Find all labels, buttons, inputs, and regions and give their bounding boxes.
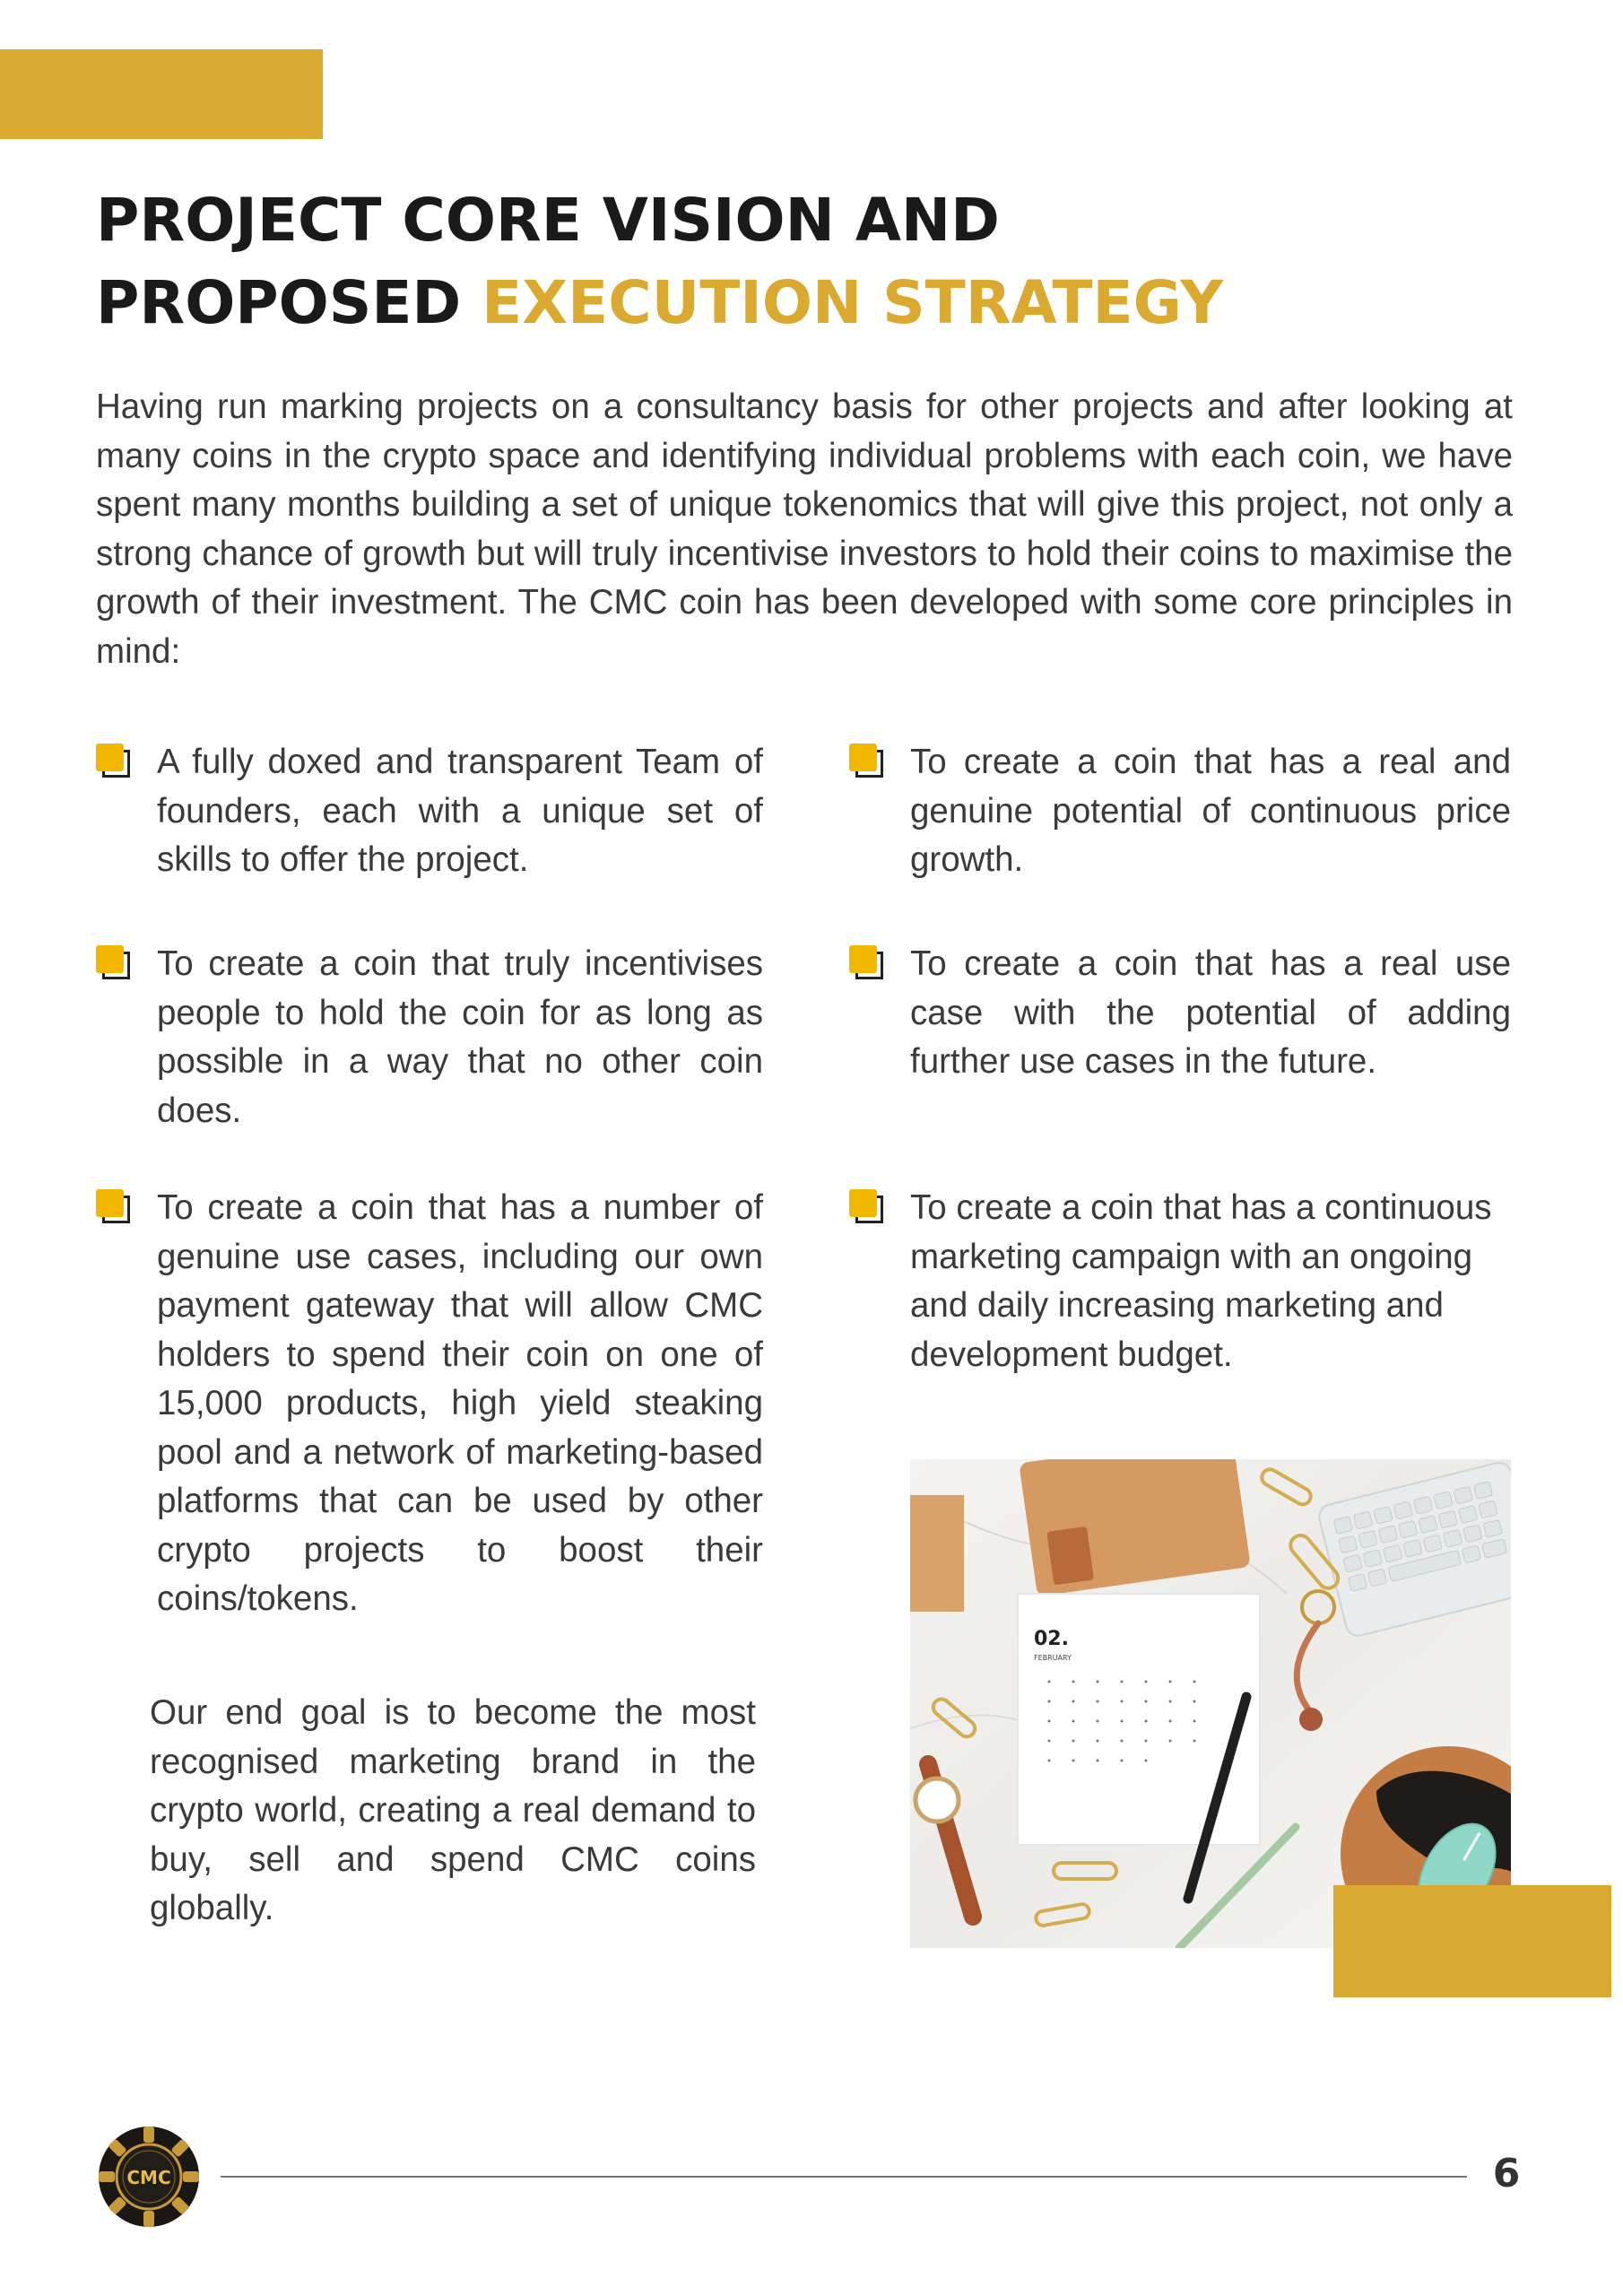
title-line-1: PROJECT CORE VISION AND [96,186,1000,255]
bullet-item [96,738,763,885]
svg-text:FEBRUARY: FEBRUARY [1034,1654,1072,1662]
checkbox-icon [96,744,130,778]
bottom-right-accent-block [1333,1885,1611,1997]
goal-paragraph: Our end goal is to become the most recognised marketing brand in the crypto world, creating a real demand to buy, sell and spend CMC coins globally. [150,1693,756,1927]
desk-illustration [910,1459,1511,1948]
svg-text:02.: 02. [1034,1628,1069,1650]
checkbox-icon [96,945,130,979]
bullet-text: To create a coin that has a real use case with the potential of adding further use cases in the future. [910,944,1511,1081]
checkbox-icon [849,744,883,778]
checkbox-icon [849,945,883,979]
bullet-text: To create a coin that has a real and genuine potential of continuous price growth. [910,743,1511,879]
bullet-text: A fully doxed and transparent Team of founders, each with a unique set of skills to offer the project. [157,743,763,879]
top-accent-bar [0,49,323,139]
page-number: 6 [1492,2151,1521,2196]
calendar-icon [1018,1594,1260,1845]
svg-text:CMC: CMC [126,2167,171,2188]
bullet-text: To create a coin that truly incentivises people to hold the coin for as long as possible in a way that no other coin does. [157,944,763,1130]
desk-photo [910,1459,1511,1948]
bullet-item [96,940,763,1135]
title-line-2-accent: EXECUTION STRATEGY [482,268,1224,337]
bullet-item [849,940,1513,1087]
bullet-item [96,1184,763,1624]
checkbox-icon [849,1189,883,1223]
intro-paragraph: Having run marking projects on a consultancy basis for other projects and after looking at many coins in the crypto space and identifying individual problems with each coin, we have spent many months building a set of unique tokenomics that will give this project, not only a strong chance of growth but will truly incentivise investors to hold their coins to maximise the growth of their investment. The CMC coin has been developed with some core principles in mind: [96,387,1513,671]
page-title [96,179,1223,344]
bullet-text: To create a coin that has a continuous marketing campaign with an ongoing and daily increasing marketing and development budget. [910,1188,1492,1374]
footer-rule [221,2176,1467,2178]
title-line-2-plain: PROPOSED [96,268,482,337]
bullet-text: To create a coin that has a number of genuine use cases, including our own payment gateway that will allow CMC holders to spend their coin on one of 15,000 products, high yield steaking pool and a network of marketing-based platforms that can be used by other crypto projects to boost their coins/tokens. [157,1188,763,1618]
bullet-item [849,738,1513,885]
bullet-item [849,1184,1513,1379]
cmc-logo [97,2125,201,2229]
checkbox-icon [96,1189,130,1223]
